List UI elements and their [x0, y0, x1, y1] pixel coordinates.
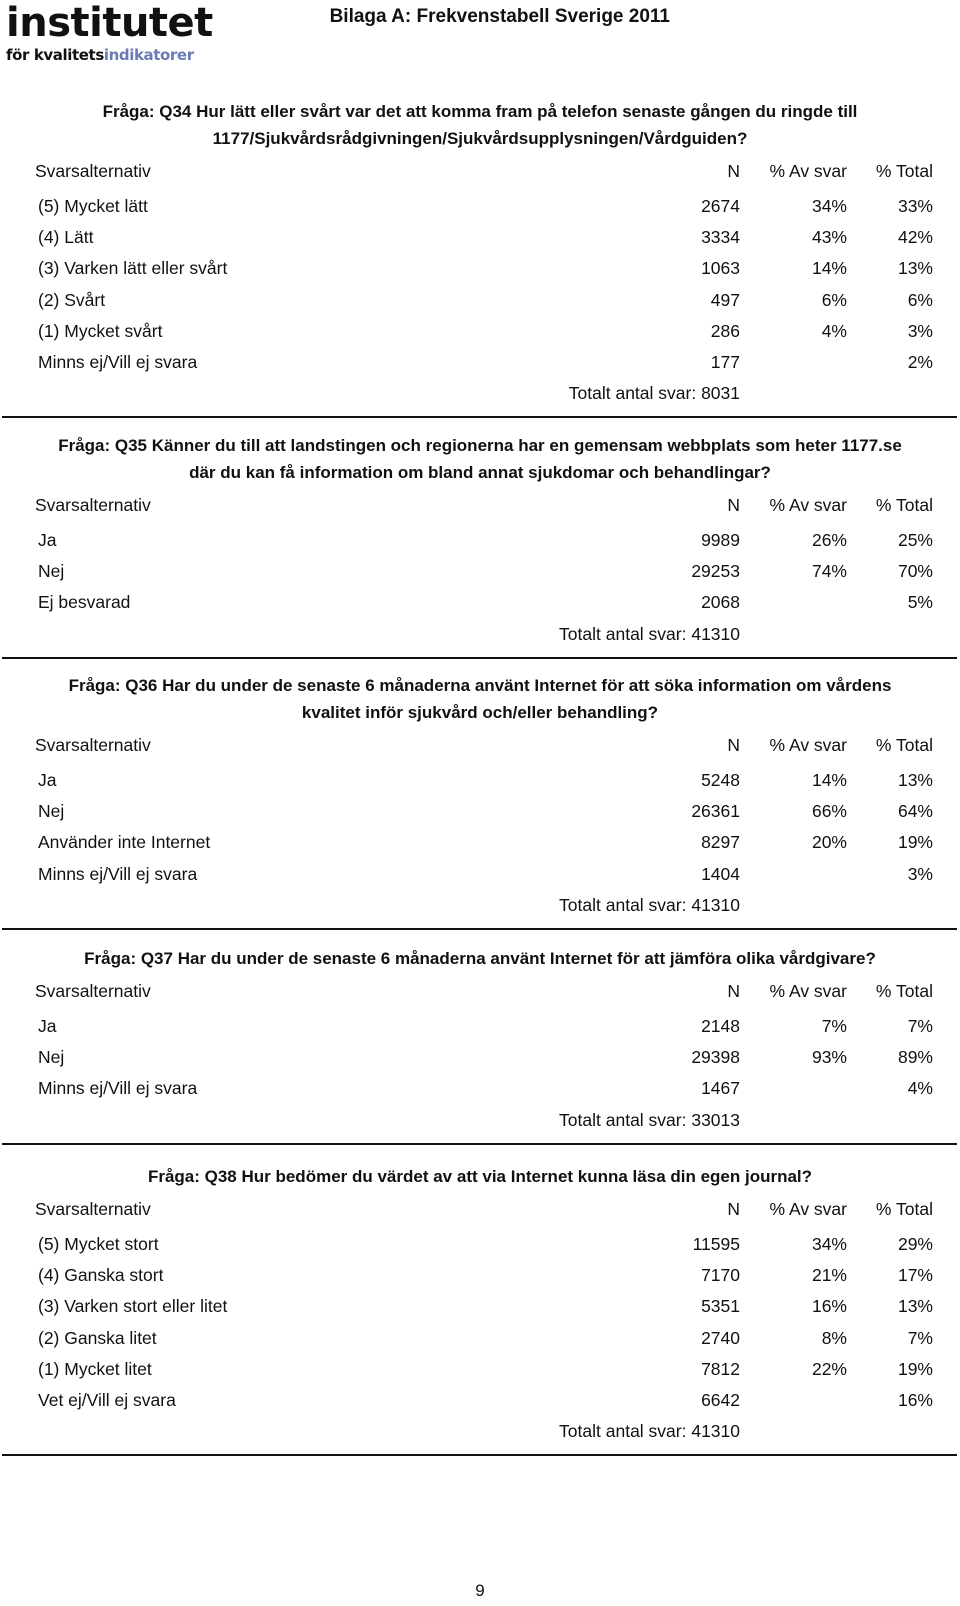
question-text: kvalitet inför sjukvård och/eller behandling?: [301, 703, 659, 722]
percent-total-cell: 19%: [897, 1358, 933, 1379]
logo-tagline-b: indikatorer: [103, 46, 194, 64]
column-header-percent-total: % Total: [875, 495, 933, 515]
answer-label: (3) Varken lätt eller svårt: [38, 258, 228, 279]
column-header-alternative: Svarsalternativ: [35, 161, 151, 181]
count-cell: 5248: [701, 770, 740, 790]
column-header-n: N: [727, 161, 740, 181]
column-header-n: N: [727, 735, 740, 755]
percent-of-answers-cell: 74%: [811, 561, 847, 582]
percent-total-cell: 13%: [897, 1296, 933, 1317]
percent-of-answers-cell: 43%: [811, 227, 847, 248]
answer-label: (2) Svårt: [38, 289, 106, 310]
count-cell: 2148: [701, 1016, 740, 1036]
count-cell: 29253: [691, 561, 740, 582]
column-header-percent-of-answers: % Av svar: [769, 981, 847, 1001]
percent-total-cell: 4%: [907, 1078, 933, 1099]
count-cell: 2740: [701, 1327, 740, 1348]
column-header-alternative: Svarsalternativ: [35, 495, 151, 515]
answer-label: Nej: [38, 801, 65, 822]
total-answers: Totalt antal svar: 41310: [559, 1421, 740, 1442]
answer-label: Minns ej/Vill ej svara: [38, 863, 198, 884]
total-answers: Totalt antal svar: 41310: [559, 894, 740, 915]
percent-total-cell: 3%: [907, 863, 933, 884]
answer-label: Nej: [38, 1047, 65, 1068]
percent-total-cell: 5%: [907, 592, 933, 613]
percent-of-answers-cell: 34%: [811, 196, 847, 216]
percent-total-cell: 70%: [897, 561, 933, 582]
count-cell: 1467: [701, 1078, 740, 1099]
percent-total-cell: 13%: [897, 770, 933, 790]
percent-of-answers-cell: 8%: [821, 1327, 847, 1348]
percent-total-cell: 89%: [897, 1047, 933, 1068]
count-cell: 9989: [701, 530, 740, 550]
count-cell: 2674: [701, 196, 740, 216]
question-text: Fråga: Q38 Hur bedömer du värdet av att via Internet kunna läsa din egen journal?: [147, 1167, 813, 1186]
column-header-percent-total: % Total: [875, 1199, 933, 1219]
logo-wordmark: institutet: [6, 0, 213, 46]
count-cell: 1063: [701, 258, 740, 279]
column-header-n: N: [727, 1199, 740, 1219]
total-answers: Totalt antal svar: 8031: [568, 383, 740, 404]
count-cell: 26361: [691, 801, 740, 822]
section-divider: [2, 1454, 957, 1456]
count-cell: 177: [710, 352, 740, 372]
column-header-n: N: [727, 981, 740, 1001]
percent-of-answers-cell: 22%: [811, 1358, 847, 1379]
answer-label: Vet ej/Vill ej svara: [38, 1390, 176, 1410]
question-text: 1177/Sjukvårdsrådgivningen/Sjukvårdsupplysningen/Vårdguiden?: [212, 129, 748, 148]
column-header-percent-total: % Total: [875, 735, 933, 755]
percent-of-answers-cell: 14%: [811, 770, 847, 790]
percent-of-answers-cell: 16%: [811, 1296, 847, 1317]
column-header-percent-of-answers: % Av svar: [769, 495, 847, 515]
percent-total-cell: 7%: [907, 1016, 933, 1036]
answer-label: (5) Mycket lätt: [38, 196, 148, 216]
percent-total-cell: 29%: [897, 1234, 933, 1254]
total-answers: Totalt antal svar: 33013: [559, 1109, 740, 1130]
page-header: [0, 0, 960, 75]
percent-total-cell: 7%: [907, 1327, 933, 1348]
column-header-alternative: Svarsalternativ: [35, 1199, 151, 1219]
count-cell: 11595: [692, 1234, 740, 1254]
percent-of-answers-cell: 26%: [811, 530, 847, 550]
logo-tagline: [6, 46, 194, 64]
percent-total-cell: 19%: [897, 832, 933, 853]
answer-label: (4) Ganska stort: [38, 1265, 164, 1286]
section-divider: [2, 928, 957, 930]
percent-of-answers-cell: 20%: [811, 832, 847, 853]
count-cell: 497: [710, 289, 740, 310]
percent-of-answers-cell: 6%: [821, 289, 847, 310]
percent-of-answers-cell: 4%: [821, 320, 847, 341]
answer-label: (3) Varken stort eller litet: [38, 1296, 228, 1317]
column-header-alternative: Svarsalternativ: [35, 735, 151, 755]
total-answers: Totalt antal svar: 41310: [559, 623, 740, 644]
count-cell: 3334: [701, 227, 740, 248]
count-cell: 5351: [701, 1296, 740, 1317]
column-header-alternative: Svarsalternativ: [35, 981, 151, 1001]
percent-total-cell: 6%: [907, 289, 933, 310]
percent-total-cell: 16%: [897, 1390, 933, 1410]
answer-label: Nej: [38, 561, 65, 582]
answer-label: Minns ej/Vill ej svara: [38, 352, 198, 372]
column-header-percent-total: % Total: [875, 161, 933, 181]
section-divider: [2, 1143, 957, 1145]
column-header-percent-total: % Total: [875, 981, 933, 1001]
logo-tagline-a: för kvalitets: [6, 46, 104, 64]
answer-label: (1) Mycket litet: [38, 1358, 152, 1379]
count-cell: 6642: [701, 1390, 740, 1410]
percent-total-cell: 33%: [897, 196, 933, 216]
answer-label: Ja: [38, 530, 57, 550]
percent-total-cell: 13%: [897, 258, 933, 279]
percent-total-cell: 25%: [897, 530, 933, 550]
count-cell: 29398: [691, 1047, 740, 1068]
answer-label: Ja: [38, 1016, 57, 1036]
column-header-n: N: [727, 495, 740, 515]
percent-total-cell: 2%: [907, 352, 933, 372]
percent-total-cell: 17%: [897, 1265, 933, 1286]
count-cell: 7812: [701, 1358, 740, 1379]
answer-label: Ej besvarad: [38, 592, 131, 613]
percent-total-cell: 42%: [897, 227, 933, 248]
answer-label: (4) Lätt: [38, 227, 94, 248]
question-text: Fråga: Q34 Hur lätt eller svårt var det att komma fram på telefon senaste gången du ringde till: [102, 102, 858, 121]
question-text: Fråga: Q37 Har du under de senaste 6 månaderna använt Internet för att jämföra olika vårdgivare?: [84, 949, 876, 968]
percent-of-answers-cell: 14%: [811, 258, 847, 279]
section-divider: [2, 657, 957, 659]
answer-label: (1) Mycket svårt: [38, 320, 163, 341]
column-header-percent-of-answers: % Av svar: [769, 1199, 847, 1219]
section-divider: [2, 416, 957, 418]
count-cell: 1404: [701, 863, 740, 884]
answer-label: Använder inte Internet: [38, 832, 211, 853]
column-header-percent-of-answers: % Av svar: [769, 161, 847, 181]
question-text: Fråga: Q35 Känner du till att landstingen och regionerna har en gemensam webbplats som heter 1177.se: [58, 436, 902, 455]
appendix-title: Bilaga A: Frekvenstabell Sverige 2011: [329, 6, 670, 27]
answer-label: (5) Mycket stort: [38, 1234, 159, 1254]
answer-label: (2) Ganska litet: [38, 1327, 157, 1348]
page-number: 9: [475, 1581, 485, 1600]
percent-of-answers-cell: 21%: [811, 1265, 847, 1286]
count-cell: 8297: [701, 832, 740, 853]
percent-of-answers-cell: 93%: [811, 1047, 847, 1068]
institute-logo: [6, 0, 214, 68]
percent-of-answers-cell: 66%: [811, 801, 847, 822]
answer-label: Ja: [38, 770, 57, 790]
question-text: Fråga: Q36 Har du under de senaste 6 månaderna använt Internet för att söka information om vårdens: [68, 676, 892, 695]
percent-total-cell: 3%: [907, 320, 933, 341]
count-cell: 286: [710, 320, 740, 341]
answer-label: Minns ej/Vill ej svara: [38, 1078, 198, 1099]
count-cell: 2068: [701, 592, 740, 613]
column-header-percent-of-answers: % Av svar: [769, 735, 847, 755]
count-cell: 7170: [701, 1265, 740, 1286]
percent-of-answers-cell: 34%: [811, 1234, 847, 1254]
question-text: där du kan få information om bland annat sjukdomar och behandlingar?: [189, 463, 771, 482]
percent-of-answers-cell: 7%: [821, 1016, 847, 1036]
percent-total-cell: 64%: [897, 801, 933, 822]
